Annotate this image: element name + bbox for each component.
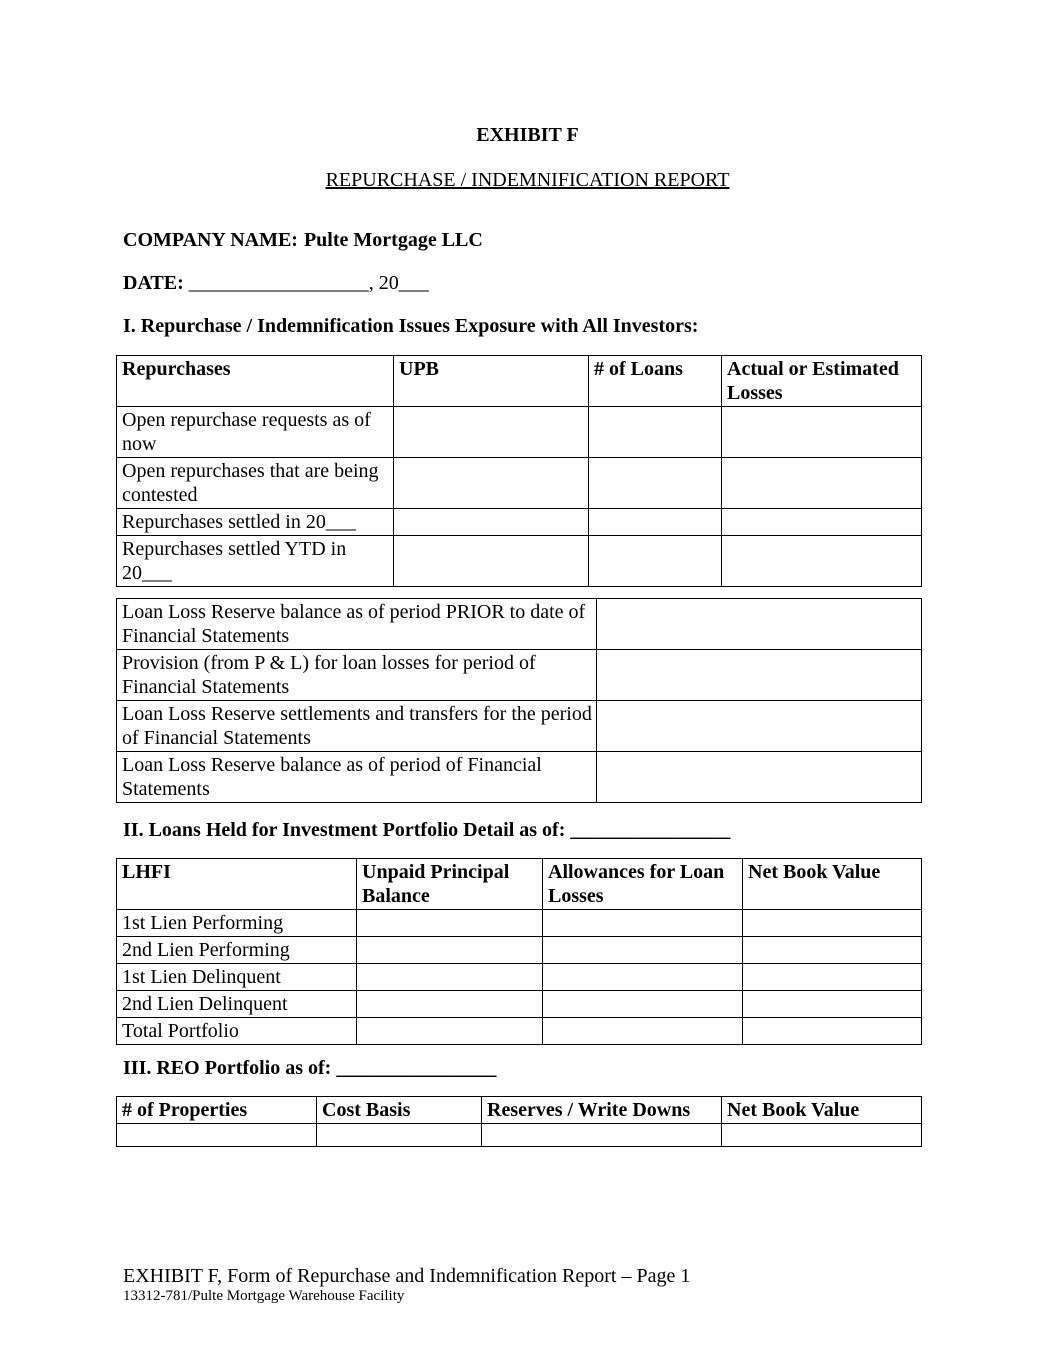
table-header-row [117, 356, 922, 407]
company-name-line [123, 228, 483, 252]
section-3-heading: III. REO Portfolio as of: ________________ [123, 1057, 497, 1079]
empty-cell [722, 407, 922, 458]
empty-cell [543, 937, 743, 964]
row-label-cell: 2nd Lien Performing [117, 937, 357, 964]
empty-cell [394, 509, 589, 536]
empty-cell [394, 458, 589, 509]
table-row [117, 1124, 922, 1147]
empty-cell [589, 509, 722, 536]
table-header-cell: Actual or Estimated Losses [722, 356, 922, 407]
table-row [117, 701, 922, 752]
table-header-cell: LHFI [117, 859, 357, 910]
empty-cell [743, 1018, 922, 1045]
empty-cell [722, 536, 922, 587]
table-header-cell: # of Properties [117, 1097, 317, 1124]
table-header-row [117, 1097, 922, 1124]
empty-cell [543, 910, 743, 937]
table-header-cell: Unpaid Principal Balance [357, 859, 543, 910]
empty-cell [722, 509, 922, 536]
empty-cell [589, 407, 722, 458]
empty-cell [589, 536, 722, 587]
table-row [117, 599, 922, 650]
table-header-cell: UPB [394, 356, 589, 407]
empty-cell [743, 910, 922, 937]
table-header-cell: Repurchases [117, 356, 394, 407]
doc-subtitle: REPURCHASE / INDEMNIFICATION REPORT [325, 169, 730, 191]
table-row [117, 1018, 922, 1045]
section-2-heading: II. Loans Held for Investment Portfolio Detail as of: ________________ [123, 819, 731, 841]
empty-cell [394, 407, 589, 458]
empty-cell [394, 536, 589, 587]
empty-cell [722, 1124, 922, 1147]
empty-cell [117, 1124, 317, 1147]
row-label-cell: Repurchases settled in 20___ [117, 509, 394, 536]
table-row [117, 509, 922, 536]
empty-cell [743, 937, 922, 964]
table-header-cell: Cost Basis [317, 1097, 482, 1124]
lhfi-table [116, 858, 922, 1045]
table-header-cell: Reserves / Write Downs [482, 1097, 722, 1124]
table-header-cell: Allowances for Loan Losses [543, 859, 743, 910]
row-label-cell: Loan Loss Reserve balance as of period PRIOR to date of Financial Statements [117, 599, 597, 650]
table-header-row [117, 859, 922, 910]
company-name-value: Pulte Mortgage LLC [303, 229, 483, 251]
empty-cell [597, 599, 922, 650]
doc-title: EXHIBIT F [476, 124, 579, 146]
row-label-cell: Open repurchase requests as of now [117, 407, 394, 458]
table-row [117, 937, 922, 964]
table-header-cell: Net Book Value [743, 859, 922, 910]
row-label-cell: Total Portfolio [117, 1018, 357, 1045]
company-name-label: COMPANY NAME: [123, 229, 298, 251]
row-label-cell: Repurchases settled YTD in 20___ [117, 536, 394, 587]
row-label-cell: Open repurchases that are being contested [117, 458, 394, 509]
date-line [123, 271, 429, 295]
empty-cell [597, 701, 922, 752]
table-row [117, 752, 922, 803]
empty-cell [597, 650, 922, 701]
empty-cell [357, 991, 543, 1018]
row-label-cell: 2nd Lien Delinquent [117, 991, 357, 1018]
table-row [117, 910, 922, 937]
loan-loss-reserve-table [116, 598, 922, 803]
empty-cell [357, 1018, 543, 1045]
row-label-cell: Loan Loss Reserve balance as of period of Financial Statements [117, 752, 597, 803]
empty-cell [543, 991, 743, 1018]
table-row [117, 536, 922, 587]
row-label-cell: Provision (from P & L) for loan losses for period of Financial Statements [117, 650, 597, 701]
empty-cell [743, 991, 922, 1018]
section-1-heading: I. Repurchase / Indemnification Issues Exposure with All Investors: [123, 315, 699, 337]
empty-cell [722, 458, 922, 509]
table-header-cell: # of Loans [589, 356, 722, 407]
row-label-cell: Loan Loss Reserve settlements and transfers for the period of Financial Statements [117, 701, 597, 752]
table-row [117, 650, 922, 701]
empty-cell [482, 1124, 722, 1147]
empty-cell [597, 752, 922, 803]
footer-line-1: EXHIBIT F, Form of Repurchase and Indemnification Report – Page 1 [123, 1265, 691, 1287]
reo-table [116, 1096, 922, 1147]
empty-cell [589, 458, 722, 509]
table-row [117, 991, 922, 1018]
row-label-cell: 1st Lien Performing [117, 910, 357, 937]
date-blank: __________________, 20___ [188, 272, 429, 294]
empty-cell [357, 910, 543, 937]
empty-cell [357, 964, 543, 991]
empty-cell [317, 1124, 482, 1147]
footer-line-2: 13312-781/Pulte Mortgage Warehouse Facility [123, 1288, 405, 1304]
row-label-cell: 1st Lien Delinquent [117, 964, 357, 991]
date-label: DATE: [123, 272, 184, 294]
empty-cell [543, 964, 743, 991]
empty-cell [543, 1018, 743, 1045]
empty-cell [743, 964, 922, 991]
table-row [117, 964, 922, 991]
table-header-cell: Net Book Value [722, 1097, 922, 1124]
table-row [117, 407, 922, 458]
table-row [117, 458, 922, 509]
empty-cell [357, 937, 543, 964]
repurchases-table [116, 355, 922, 587]
